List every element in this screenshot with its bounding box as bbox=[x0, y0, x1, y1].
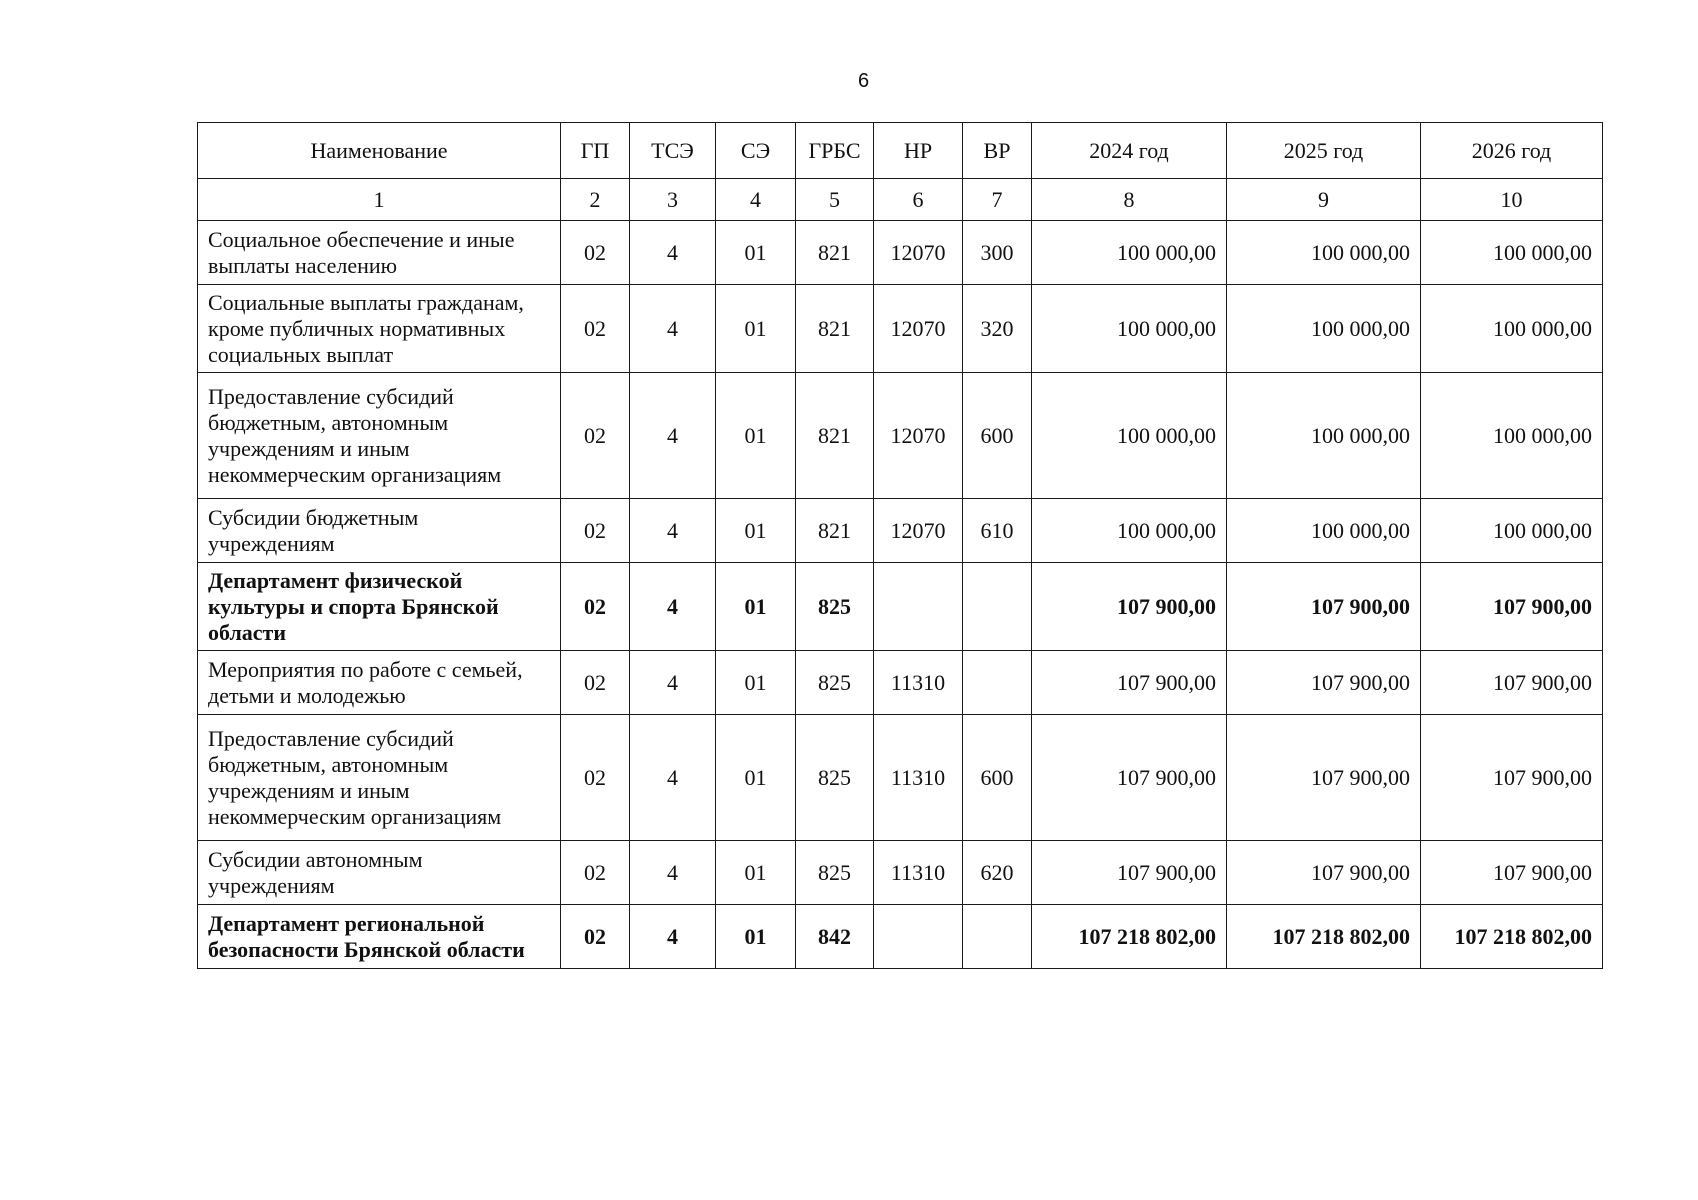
cell-name: Предоставление субсидий бюджетным, автономным учреждениям и иным некоммерческим организациям bbox=[198, 715, 561, 841]
cell-grbs: 825 bbox=[796, 715, 874, 841]
cell-amount-2025: 100 000,00 bbox=[1227, 373, 1421, 499]
cell-amount-2026: 107 900,00 bbox=[1421, 715, 1603, 841]
cell-amount-2024: 107 900,00 bbox=[1032, 651, 1227, 715]
cell-name: Социальные выплаты гражданам, кроме публичных нормативных социальных выплат bbox=[198, 285, 561, 373]
cell-amount-2025: 100 000,00 bbox=[1227, 221, 1421, 285]
cell-tse: 4 bbox=[630, 563, 716, 651]
column-number-cell: 10 bbox=[1421, 179, 1603, 221]
cell-se: 01 bbox=[716, 373, 796, 499]
cell-grbs: 821 bbox=[796, 373, 874, 499]
cell-nr bbox=[874, 905, 963, 969]
cell-name: Социальное обеспечение и иные выплаты населению bbox=[198, 221, 561, 285]
cell-vr: 320 bbox=[963, 285, 1032, 373]
header-cell-2026: 2026 год bbox=[1421, 123, 1603, 179]
cell-se: 01 bbox=[716, 563, 796, 651]
cell-vr: 300 bbox=[963, 221, 1032, 285]
column-number-cell: 8 bbox=[1032, 179, 1227, 221]
cell-se: 01 bbox=[716, 905, 796, 969]
cell-name: Предоставление субсидий бюджетным, автономным учреждениям и иным некоммерческим организациям bbox=[198, 373, 561, 499]
cell-name: Департамент физической культуры и спорта Брянской области bbox=[198, 563, 561, 651]
cell-grbs: 825 bbox=[796, 841, 874, 905]
table-row bbox=[198, 715, 1603, 841]
cell-grbs: 821 bbox=[796, 221, 874, 285]
cell-vr bbox=[963, 905, 1032, 969]
cell-amount-2026: 107 900,00 bbox=[1421, 841, 1603, 905]
cell-amount-2025: 100 000,00 bbox=[1227, 285, 1421, 373]
cell-amount-2025: 107 900,00 bbox=[1227, 841, 1421, 905]
cell-amount-2026: 107 218 802,00 bbox=[1421, 905, 1603, 969]
cell-amount-2024: 100 000,00 bbox=[1032, 285, 1227, 373]
cell-tse: 4 bbox=[630, 499, 716, 563]
table-row bbox=[198, 373, 1603, 499]
table-row bbox=[198, 905, 1603, 969]
cell-vr: 610 bbox=[963, 499, 1032, 563]
column-number-cell: 3 bbox=[630, 179, 716, 221]
cell-amount-2026: 100 000,00 bbox=[1421, 285, 1603, 373]
cell-amount-2024: 107 218 802,00 bbox=[1032, 905, 1227, 969]
cell-amount-2026: 107 900,00 bbox=[1421, 563, 1603, 651]
column-number-cell: 4 bbox=[716, 179, 796, 221]
header-cell-2024: 2024 год bbox=[1032, 123, 1227, 179]
cell-vr bbox=[963, 651, 1032, 715]
cell-tse: 4 bbox=[630, 285, 716, 373]
table-row bbox=[198, 221, 1603, 285]
header-cell-se: СЭ bbox=[716, 123, 796, 179]
header-cell-name: Наименование bbox=[198, 123, 561, 179]
cell-amount-2024: 107 900,00 bbox=[1032, 715, 1227, 841]
cell-nr: 12070 bbox=[874, 285, 963, 373]
cell-amount-2026: 100 000,00 bbox=[1421, 373, 1603, 499]
header-cell-2025: 2025 год bbox=[1227, 123, 1421, 179]
cell-name: Субсидии автономным учреждениям bbox=[198, 841, 561, 905]
cell-amount-2024: 107 900,00 bbox=[1032, 841, 1227, 905]
cell-nr: 11310 bbox=[874, 841, 963, 905]
header-row bbox=[198, 123, 1603, 179]
cell-name: Департамент региональной безопасности Брянской области bbox=[198, 905, 561, 969]
cell-gp: 02 bbox=[561, 221, 630, 285]
cell-tse: 4 bbox=[630, 651, 716, 715]
cell-amount-2025: 107 218 802,00 bbox=[1227, 905, 1421, 969]
budget-table bbox=[197, 122, 1603, 969]
table-row bbox=[198, 499, 1603, 563]
column-number-cell: 7 bbox=[963, 179, 1032, 221]
cell-amount-2024: 100 000,00 bbox=[1032, 373, 1227, 499]
cell-amount-2026: 107 900,00 bbox=[1421, 651, 1603, 715]
cell-vr bbox=[963, 563, 1032, 651]
cell-tse: 4 bbox=[630, 841, 716, 905]
header-cell-tse: ТСЭ bbox=[630, 123, 716, 179]
cell-gp: 02 bbox=[561, 715, 630, 841]
cell-grbs: 821 bbox=[796, 499, 874, 563]
cell-nr: 12070 bbox=[874, 221, 963, 285]
table-body bbox=[198, 221, 1603, 969]
cell-nr: 12070 bbox=[874, 373, 963, 499]
cell-amount-2024: 107 900,00 bbox=[1032, 563, 1227, 651]
table-row bbox=[198, 563, 1603, 651]
header-cell-gp: ГП bbox=[561, 123, 630, 179]
cell-vr: 600 bbox=[963, 373, 1032, 499]
cell-amount-2025: 107 900,00 bbox=[1227, 651, 1421, 715]
table-row bbox=[198, 651, 1603, 715]
cell-gp: 02 bbox=[561, 373, 630, 499]
cell-amount-2024: 100 000,00 bbox=[1032, 499, 1227, 563]
cell-grbs: 825 bbox=[796, 563, 874, 651]
cell-tse: 4 bbox=[630, 221, 716, 285]
cell-tse: 4 bbox=[630, 715, 716, 841]
header-cell-grbs: ГРБС bbox=[796, 123, 874, 179]
column-number-cell: 9 bbox=[1227, 179, 1421, 221]
cell-tse: 4 bbox=[630, 905, 716, 969]
column-number-row bbox=[198, 179, 1603, 221]
cell-nr bbox=[874, 563, 963, 651]
cell-gp: 02 bbox=[561, 499, 630, 563]
cell-tse: 4 bbox=[630, 373, 716, 499]
cell-amount-2025: 107 900,00 bbox=[1227, 715, 1421, 841]
cell-se: 01 bbox=[716, 499, 796, 563]
cell-nr: 11310 bbox=[874, 715, 963, 841]
cell-se: 01 bbox=[716, 285, 796, 373]
cell-se: 01 bbox=[716, 841, 796, 905]
cell-vr: 600 bbox=[963, 715, 1032, 841]
header-cell-nr: НР bbox=[874, 123, 963, 179]
cell-gp: 02 bbox=[561, 841, 630, 905]
cell-name: Мероприятия по работе с семьей, детьми и молодежью bbox=[198, 651, 561, 715]
column-number-cell: 2 bbox=[561, 179, 630, 221]
table-row bbox=[198, 841, 1603, 905]
cell-gp: 02 bbox=[561, 651, 630, 715]
cell-name: Субсидии бюджетным учреждениям bbox=[198, 499, 561, 563]
column-number-cell: 6 bbox=[874, 179, 963, 221]
cell-grbs: 821 bbox=[796, 285, 874, 373]
column-number-cell: 5 bbox=[796, 179, 874, 221]
table-row bbox=[198, 285, 1603, 373]
cell-amount-2026: 100 000,00 bbox=[1421, 499, 1603, 563]
cell-nr: 11310 bbox=[874, 651, 963, 715]
cell-se: 01 bbox=[716, 651, 796, 715]
cell-grbs: 842 bbox=[796, 905, 874, 969]
cell-gp: 02 bbox=[561, 285, 630, 373]
column-number-cell: 1 bbox=[198, 179, 561, 221]
cell-se: 01 bbox=[716, 715, 796, 841]
cell-gp: 02 bbox=[561, 563, 630, 651]
cell-gp: 02 bbox=[561, 905, 630, 969]
header-cell-vr: ВР bbox=[963, 123, 1032, 179]
cell-amount-2026: 100 000,00 bbox=[1421, 221, 1603, 285]
page-number: 6 bbox=[857, 70, 870, 92]
cell-grbs: 825 bbox=[796, 651, 874, 715]
cell-se: 01 bbox=[716, 221, 796, 285]
cell-nr: 12070 bbox=[874, 499, 963, 563]
cell-vr: 620 bbox=[963, 841, 1032, 905]
cell-amount-2025: 100 000,00 bbox=[1227, 499, 1421, 563]
cell-amount-2025: 107 900,00 bbox=[1227, 563, 1421, 651]
cell-amount-2024: 100 000,00 bbox=[1032, 221, 1227, 285]
